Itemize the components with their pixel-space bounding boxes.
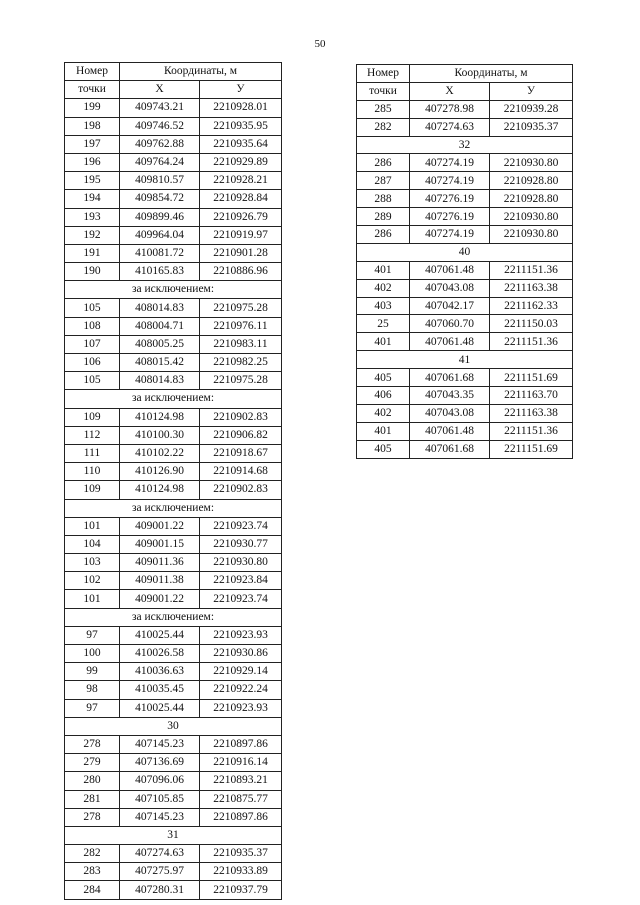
x-coordinate-cell: 410126.90 [120, 463, 200, 481]
point-number-cell: 190 [65, 263, 120, 281]
x-coordinate-cell: 410124.98 [120, 481, 200, 499]
y-coordinate-cell: 2210897.86 [200, 808, 282, 826]
table-row [65, 590, 282, 608]
table-row [357, 315, 573, 333]
y-coordinate-cell: 2210916.14 [200, 754, 282, 772]
table-row [65, 645, 282, 663]
table-row [65, 790, 282, 808]
table-row [65, 335, 282, 353]
x-coordinate-cell: 410081.72 [120, 244, 200, 262]
x-coordinate-cell: 407060.70 [410, 315, 490, 333]
y-coordinate-cell: 2210930.77 [200, 535, 282, 553]
x-coordinate-cell: 409764.24 [120, 153, 200, 171]
section-label: 32 [357, 136, 573, 154]
x-coordinate-cell: 407274.19 [410, 154, 490, 172]
point-number-cell: 286 [357, 154, 410, 172]
section-row [357, 351, 573, 369]
y-coordinate-cell: 2210939.28 [490, 100, 573, 118]
x-coordinate-cell: 409854.72 [120, 190, 200, 208]
point-number-header-line1: Номер [76, 65, 108, 78]
x-coordinate-cell: 409001.22 [120, 517, 200, 535]
y-coordinate-cell: 2211163.38 [490, 404, 573, 422]
section-row [357, 136, 573, 154]
table-row [65, 372, 282, 390]
section-label: 30 [65, 717, 282, 735]
y-coordinate-cell: 2210893.21 [200, 772, 282, 790]
table-row [65, 117, 282, 135]
table-row [357, 440, 573, 458]
table-row [65, 808, 282, 826]
x-coordinate-cell: 410102.22 [120, 444, 200, 462]
coordinates-table-right [356, 64, 573, 459]
point-number-cell: 97 [65, 626, 120, 644]
table-row [65, 572, 282, 590]
point-number-cell: 195 [65, 172, 120, 190]
y-coordinate-cell: 2211151.69 [490, 369, 573, 387]
y-coordinate-cell: 2210937.79 [200, 881, 282, 899]
y-coordinate-cell: 2210975.28 [200, 372, 282, 390]
section-row [65, 281, 282, 299]
table-row [65, 153, 282, 171]
coordinates-header: Координаты, м [120, 63, 282, 81]
point-number-cell: 278 [65, 735, 120, 753]
y-coordinate-cell: 2210906.82 [200, 426, 282, 444]
y-coordinate-cell: 2211162.33 [490, 297, 573, 315]
x-coordinate-cell: 407276.19 [410, 190, 490, 208]
table-row [357, 208, 573, 226]
x-coordinate-cell: 407274.63 [120, 845, 200, 863]
x-coordinate-cell: 407274.19 [410, 226, 490, 244]
y-header: У [200, 81, 282, 99]
point-number-cell: 106 [65, 354, 120, 372]
table-row [357, 387, 573, 405]
y-coordinate-cell: 2210935.37 [200, 845, 282, 863]
table-row [357, 261, 573, 279]
point-number-cell: 280 [65, 772, 120, 790]
table-row [357, 226, 573, 244]
x-coordinate-cell: 409899.46 [120, 208, 200, 226]
x-coordinate-cell: 408005.25 [120, 335, 200, 353]
table-row [65, 881, 282, 899]
coordinates-header: Координаты, м [410, 65, 573, 83]
point-number-cell: 198 [65, 117, 120, 135]
x-coordinate-cell: 407043.35 [410, 387, 490, 405]
right-table-body [357, 100, 573, 458]
x-coordinate-cell: 407278.98 [410, 100, 490, 118]
table-row [65, 99, 282, 117]
section-row [65, 826, 282, 844]
x-coordinate-cell: 409743.21 [120, 99, 200, 117]
point-number-cell: 405 [357, 440, 410, 458]
x-coordinate-cell: 407145.23 [120, 735, 200, 753]
point-number-cell: 283 [65, 863, 120, 881]
x-coordinate-cell: 407275.97 [120, 863, 200, 881]
x-coordinate-cell: 410124.98 [120, 408, 200, 426]
section-row [65, 717, 282, 735]
y-coordinate-cell: 2210976.11 [200, 317, 282, 335]
table-row [65, 845, 282, 863]
y-coordinate-cell: 2210929.89 [200, 153, 282, 171]
section-label: за исключением: [65, 281, 282, 299]
table-row [357, 100, 573, 118]
point-number-header-line1: Номер [367, 67, 399, 80]
y-coordinate-cell: 2210886.96 [200, 263, 282, 281]
point-number-cell: 401 [357, 422, 410, 440]
y-coordinate-cell: 2210875.77 [200, 790, 282, 808]
y-coordinate-cell: 2210901.28 [200, 244, 282, 262]
table-row [357, 422, 573, 440]
point-number-cell: 111 [65, 444, 120, 462]
y-coordinate-cell: 2210919.97 [200, 226, 282, 244]
x-coordinate-cell: 407043.08 [410, 279, 490, 297]
point-number-cell: 191 [65, 244, 120, 262]
x-coordinate-cell: 408014.83 [120, 299, 200, 317]
point-number-cell: 25 [357, 315, 410, 333]
x-coordinate-cell: 409964.04 [120, 226, 200, 244]
x-header: X [410, 82, 490, 100]
table-row [65, 408, 282, 426]
point-number-cell: 194 [65, 190, 120, 208]
point-number-cell: 193 [65, 208, 120, 226]
point-number-cell: 282 [357, 118, 410, 136]
x-coordinate-cell: 409762.88 [120, 135, 200, 153]
table-row [65, 517, 282, 535]
x-coordinate-cell: 407276.19 [410, 208, 490, 226]
point-number-header-line2: точки [65, 81, 120, 99]
table-row [65, 772, 282, 790]
x-coordinate-cell: 410025.44 [120, 699, 200, 717]
table-row [65, 535, 282, 553]
table-row [65, 554, 282, 572]
point-number-cell: 197 [65, 135, 120, 153]
table-row [65, 426, 282, 444]
y-coordinate-cell: 2211151.36 [490, 261, 573, 279]
x-coordinate-cell: 410035.45 [120, 681, 200, 699]
y-coordinate-cell: 2210935.95 [200, 117, 282, 135]
x-coordinate-cell: 409001.15 [120, 535, 200, 553]
point-number-cell: 97 [65, 699, 120, 717]
x-coordinate-cell: 407061.48 [410, 333, 490, 351]
table-row [65, 226, 282, 244]
point-number-cell: 101 [65, 517, 120, 535]
point-number-cell: 112 [65, 426, 120, 444]
x-coordinate-cell: 409011.38 [120, 572, 200, 590]
point-number-cell: 288 [357, 190, 410, 208]
x-coordinate-cell: 407042.17 [410, 297, 490, 315]
point-number-cell: 109 [65, 408, 120, 426]
point-number-cell: 285 [357, 100, 410, 118]
x-coordinate-cell: 407061.48 [410, 261, 490, 279]
section-label: 31 [65, 826, 282, 844]
table-row [65, 299, 282, 317]
y-coordinate-cell: 2211151.69 [490, 440, 573, 458]
x-coordinate-cell: 409001.22 [120, 590, 200, 608]
y-coordinate-cell: 2210933.89 [200, 863, 282, 881]
coordinates-table-left [64, 62, 282, 900]
table-row [357, 297, 573, 315]
y-coordinate-cell: 2210930.80 [200, 554, 282, 572]
point-number-cell: 98 [65, 681, 120, 699]
y-coordinate-cell: 2210928.80 [490, 190, 573, 208]
x-coordinate-cell: 408004.71 [120, 317, 200, 335]
y-header: У [490, 82, 573, 100]
y-coordinate-cell: 2210930.86 [200, 645, 282, 663]
x-coordinate-cell: 407061.68 [410, 369, 490, 387]
left-table-body [65, 99, 282, 899]
point-number-cell: 278 [65, 808, 120, 826]
section-row [65, 499, 282, 517]
x-coordinate-cell: 408014.83 [120, 372, 200, 390]
point-number-cell: 401 [357, 261, 410, 279]
x-coordinate-cell: 410036.63 [120, 663, 200, 681]
x-coordinate-cell: 407145.23 [120, 808, 200, 826]
section-label: 40 [357, 243, 573, 261]
table-row [65, 863, 282, 881]
point-number-cell: 279 [65, 754, 120, 772]
table-row [65, 317, 282, 335]
section-row [357, 243, 573, 261]
y-coordinate-cell: 2210897.86 [200, 735, 282, 753]
x-coordinate-cell: 410165.83 [120, 263, 200, 281]
y-coordinate-cell: 2210928.84 [200, 190, 282, 208]
table-row [357, 172, 573, 190]
table-row [357, 118, 573, 136]
x-coordinate-cell: 407274.63 [410, 118, 490, 136]
point-number-cell: 289 [357, 208, 410, 226]
point-number-cell: 105 [65, 299, 120, 317]
table-row [65, 699, 282, 717]
point-number-cell: 101 [65, 590, 120, 608]
point-number-cell: 192 [65, 226, 120, 244]
section-label: за исключением: [65, 390, 282, 408]
x-coordinate-cell: 410025.44 [120, 626, 200, 644]
point-number-cell: 199 [65, 99, 120, 117]
table-row [65, 626, 282, 644]
x-coordinate-cell: 410026.58 [120, 645, 200, 663]
table-row [65, 190, 282, 208]
point-number-cell: 284 [65, 881, 120, 899]
y-coordinate-cell: 2211163.38 [490, 279, 573, 297]
table-row [65, 481, 282, 499]
section-row [65, 608, 282, 626]
x-coordinate-cell: 407061.68 [410, 440, 490, 458]
table-row [357, 279, 573, 297]
y-coordinate-cell: 2210902.83 [200, 481, 282, 499]
table-row [357, 404, 573, 422]
table-row [357, 154, 573, 172]
point-number-cell: 102 [65, 572, 120, 590]
section-label: за исключением: [65, 608, 282, 626]
y-coordinate-cell: 2211163.70 [490, 387, 573, 405]
x-coordinate-cell: 407061.48 [410, 422, 490, 440]
point-number-cell: 109 [65, 481, 120, 499]
page-number: 50 [314, 38, 326, 50]
y-coordinate-cell: 2210922.24 [200, 681, 282, 699]
point-number-cell: 104 [65, 535, 120, 553]
y-coordinate-cell: 2210930.80 [490, 154, 573, 172]
y-coordinate-cell: 2210930.80 [490, 208, 573, 226]
table-row [65, 735, 282, 753]
x-header: X [120, 81, 200, 99]
x-coordinate-cell: 407105.85 [120, 790, 200, 808]
point-number-cell: 287 [357, 172, 410, 190]
point-number-cell: 286 [357, 226, 410, 244]
table-row [65, 681, 282, 699]
point-number-cell: 406 [357, 387, 410, 405]
point-number-header [357, 65, 410, 83]
point-number-cell: 105 [65, 372, 120, 390]
point-number-cell: 403 [357, 297, 410, 315]
point-number-cell: 401 [357, 333, 410, 351]
table-row [357, 190, 573, 208]
x-coordinate-cell: 409011.36 [120, 554, 200, 572]
point-number-cell: 405 [357, 369, 410, 387]
y-coordinate-cell: 2210928.21 [200, 172, 282, 190]
y-coordinate-cell: 2210935.64 [200, 135, 282, 153]
point-number-cell: 99 [65, 663, 120, 681]
y-coordinate-cell: 2210930.80 [490, 226, 573, 244]
table-row [65, 663, 282, 681]
y-coordinate-cell: 2210918.67 [200, 444, 282, 462]
y-coordinate-cell: 2210982.25 [200, 354, 282, 372]
point-number-cell: 402 [357, 279, 410, 297]
table-row [65, 244, 282, 262]
section-row [65, 390, 282, 408]
point-number-cell: 103 [65, 554, 120, 572]
y-coordinate-cell: 2210975.28 [200, 299, 282, 317]
table-row [65, 354, 282, 372]
table-row [357, 333, 573, 351]
x-coordinate-cell: 407274.19 [410, 172, 490, 190]
y-coordinate-cell: 2210914.68 [200, 463, 282, 481]
y-coordinate-cell: 2211151.36 [490, 422, 573, 440]
table-row [65, 463, 282, 481]
y-coordinate-cell: 2210983.11 [200, 335, 282, 353]
y-coordinate-cell: 2210928.01 [200, 99, 282, 117]
y-coordinate-cell: 2210923.93 [200, 699, 282, 717]
x-coordinate-cell: 407043.08 [410, 404, 490, 422]
point-number-header-line2: точки [357, 82, 410, 100]
point-number-cell: 196 [65, 153, 120, 171]
table-row [65, 135, 282, 153]
section-label: за исключением: [65, 499, 282, 517]
table-row [65, 263, 282, 281]
y-coordinate-cell: 2211150.03 [490, 315, 573, 333]
point-number-cell: 108 [65, 317, 120, 335]
point-number-header [65, 63, 120, 81]
x-coordinate-cell: 407136.69 [120, 754, 200, 772]
y-coordinate-cell: 2210923.93 [200, 626, 282, 644]
x-coordinate-cell: 408015.42 [120, 354, 200, 372]
table-row [65, 754, 282, 772]
y-coordinate-cell: 2210902.83 [200, 408, 282, 426]
point-number-cell: 282 [65, 845, 120, 863]
x-coordinate-cell: 407280.31 [120, 881, 200, 899]
point-number-cell: 100 [65, 645, 120, 663]
y-coordinate-cell: 2210923.84 [200, 572, 282, 590]
x-coordinate-cell: 410100.30 [120, 426, 200, 444]
table-row [65, 444, 282, 462]
x-coordinate-cell: 407096.06 [120, 772, 200, 790]
y-coordinate-cell: 2211151.36 [490, 333, 573, 351]
y-coordinate-cell: 2210935.37 [490, 118, 573, 136]
y-coordinate-cell: 2210926.79 [200, 208, 282, 226]
y-coordinate-cell: 2210929.14 [200, 663, 282, 681]
y-coordinate-cell: 2210923.74 [200, 517, 282, 535]
point-number-cell: 402 [357, 404, 410, 422]
x-coordinate-cell: 409810.57 [120, 172, 200, 190]
point-number-cell: 107 [65, 335, 120, 353]
x-coordinate-cell: 409746.52 [120, 117, 200, 135]
table-row [65, 172, 282, 190]
point-number-cell: 110 [65, 463, 120, 481]
section-label: 41 [357, 351, 573, 369]
table-row [357, 369, 573, 387]
point-number-cell: 281 [65, 790, 120, 808]
y-coordinate-cell: 2210928.80 [490, 172, 573, 190]
table-row [65, 208, 282, 226]
y-coordinate-cell: 2210923.74 [200, 590, 282, 608]
